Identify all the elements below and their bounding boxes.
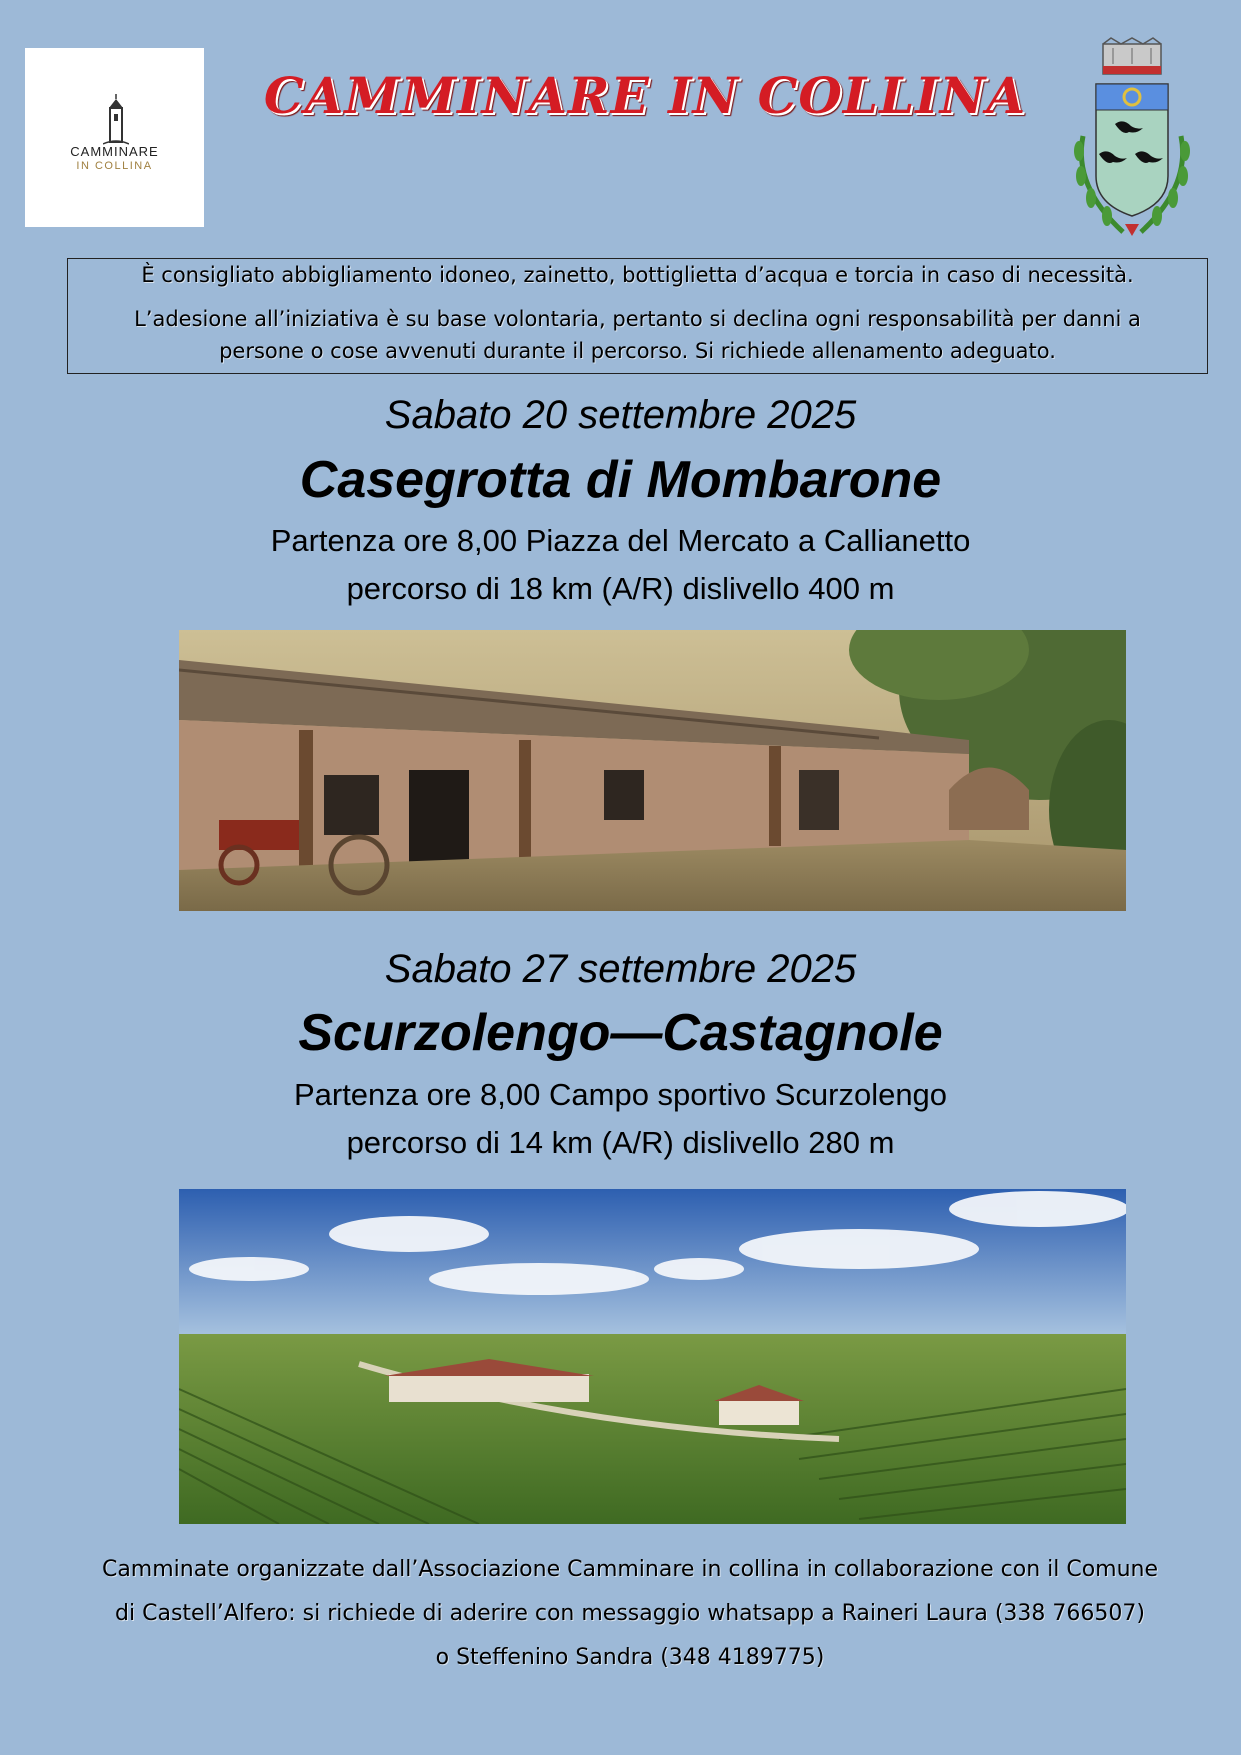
event-1-title: Casegrotta di Mombarone	[299, 451, 942, 509]
notice-line-1: È consigliato abbigliamento idoneo, zainetto, bottiglietta d’acqua e torcia in caso di necessità.	[141, 263, 1134, 287]
footer-info	[80, 1548, 1180, 1680]
event-1-date: Sabato 20 settembre 2025	[384, 393, 857, 437]
event-2-date: Sabato 27 settembre 2025	[384, 947, 857, 991]
notice-line-2: L’adesione all’iniziativa è su base volontaria, pertanto si declina ogni responsabilità per danni a	[134, 307, 1141, 331]
event-1-departure: Partenza ore 8,00 Piazza del Mercato a Callianetto	[270, 523, 971, 558]
event-2-photo	[179, 1189, 1126, 1524]
bell-tower-icon	[103, 94, 129, 146]
page-title: CAMMINARE IN COLLINA	[263, 66, 1027, 125]
association-logo	[25, 48, 204, 227]
municipal-crest-icon	[1063, 36, 1201, 238]
event-2-route: percorso di 14 km (A/R) dislivello 280 m	[346, 1125, 895, 1160]
notice-line-3: persone o cose avvenuti durante il percorso. Si richiede allenamento adeguato.	[219, 339, 1056, 363]
event-2-title: Scurzolengo—Castagnole	[298, 1004, 943, 1062]
notice-box	[67, 258, 1208, 374]
footer-line-2: di Castell’Alfero: si richiede di aderire con messaggio whatsapp a Raineri Laura (338 766507)	[115, 1601, 1145, 1626]
event-1-photo	[179, 630, 1126, 911]
logo-text-line1: CAMMINARE	[70, 144, 159, 159]
footer-line-1: Camminate organizzate dall’Associazione Camminare in collina in collaborazione con il Comune	[101, 1557, 1159, 1582]
footer-line-3: o Steffenino Sandra (348 4189775)	[435, 1645, 825, 1670]
logo-text-line2: IN COLLINA	[76, 160, 153, 172]
event-2-departure: Partenza ore 8,00 Campo sportivo Scurzolengo	[293, 1077, 948, 1112]
event-1-route: percorso di 18 km (A/R) dislivello 400 m	[346, 571, 895, 606]
